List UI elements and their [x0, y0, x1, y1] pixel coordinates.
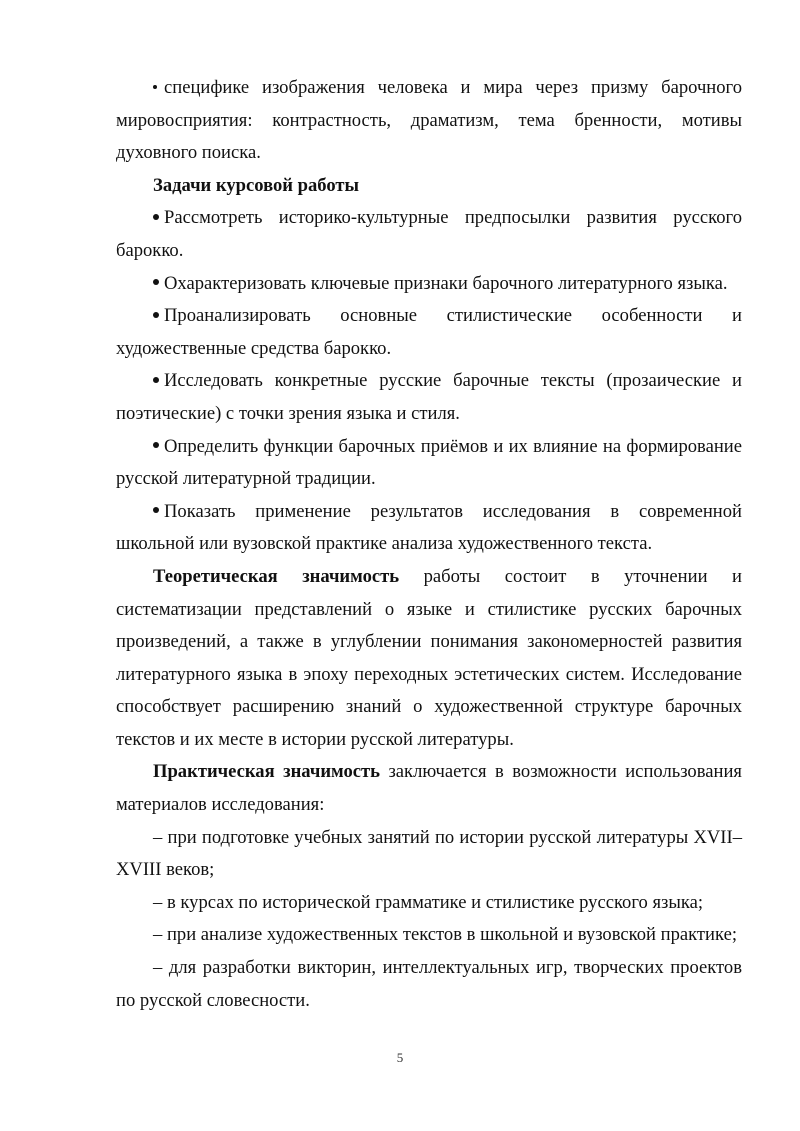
page-number: 5	[396, 1050, 404, 1065]
bullet-icon	[153, 431, 164, 464]
tasks-heading: Задачи курсовой работы	[153, 174, 360, 196]
bullet-icon	[153, 300, 164, 333]
theoretical-paragraph: Теоретическая значимость работы состоит в уточнении и систематизации представлений о языке и стилистике русских барочных произведений, а также в углублении понимания закономерностей развития литературного языка в эпоху переходных эстетических систем. Исследование способствует расширению знаний о художественной структуре барочных текстов и их месте в истории русской литературы.	[116, 565, 743, 750]
practical-item: – при анализе художественных текстов в школьной и вузовской практике;	[153, 924, 737, 946]
practical-item: – при подготовке учебных занятий по истории русской литературы XVII–XVIII веков;	[116, 826, 742, 881]
task-item: Исследовать конкретные русские барочные тексты (прозаические и поэтические) с точки зрения языка и стиля.	[116, 365, 742, 430]
bullet-icon	[153, 365, 164, 398]
task-item: Охарактеризовать ключевые признаки барочного литературного языка.	[116, 268, 742, 301]
practical-item: – для разработки викторин, интеллектуальных игр, творческих проектов по русской словесности.	[116, 957, 742, 1011]
theoretical-term: Теоретическая значимость	[153, 565, 400, 587]
task-item: Показать применение результатов исследования в современной школьной или вузовской практике анализа художественного текста.	[116, 496, 742, 561]
task-item: Рассмотреть историко-культурные предпосылки развития русского барокко.	[116, 202, 742, 267]
bullet-icon	[153, 268, 164, 301]
task-item: Проанализировать основные стилистические особенности и художественные средства барокко.	[116, 300, 742, 365]
bullet-icon	[153, 496, 164, 529]
page-content	[116, 72, 742, 1017]
list-item-intro: специфике изображения человека и мира через призму барочного мировосприятия: контрастность, драматизм, тема бренности, мотивы духовного поиска.	[116, 72, 742, 170]
practical-item: – в курсах по исторической грамматике и стилистике русского языка;	[153, 891, 704, 913]
practical-paragraph: Практическая значимость заключается в возможности использования материалов исследования:	[116, 761, 742, 816]
bullet-icon	[153, 202, 164, 235]
practical-term: Практическая значимость	[153, 761, 380, 783]
bullet-icon	[153, 72, 164, 105]
task-item: Определить функции барочных приёмов и их влияние на формирование русской литературной традиции.	[116, 431, 742, 496]
